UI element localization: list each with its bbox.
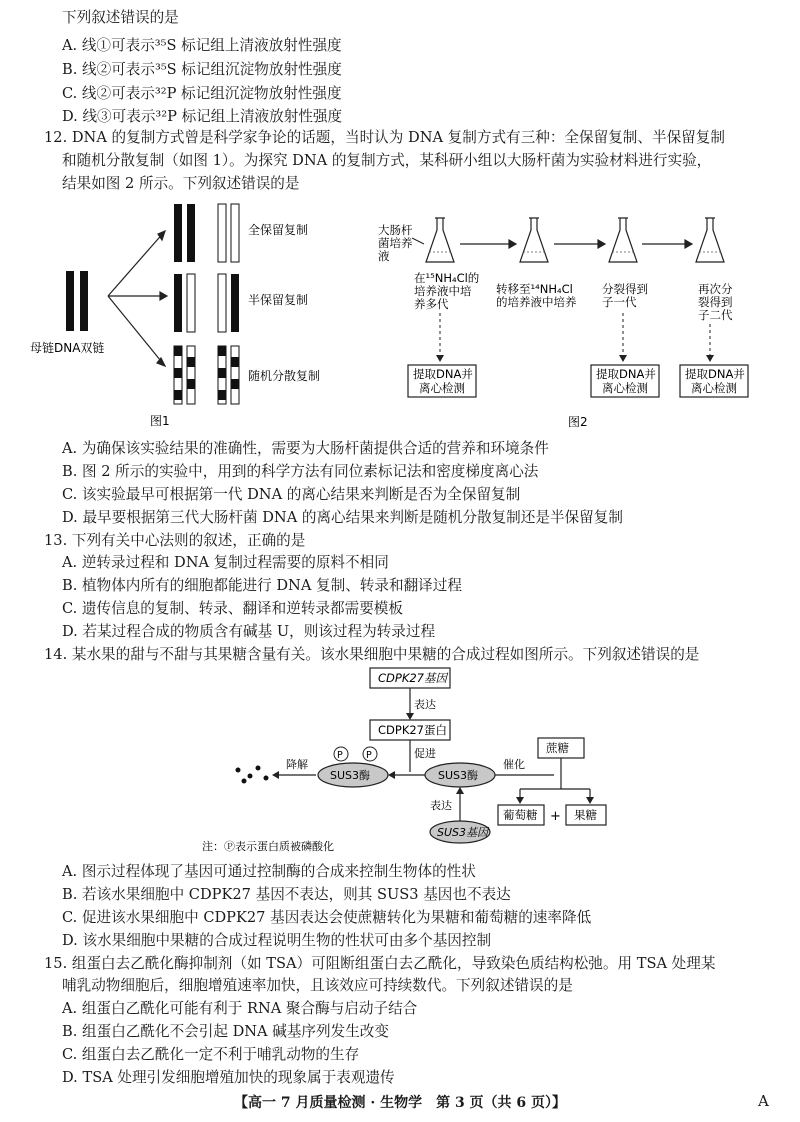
step4-line3: 子二代 bbox=[698, 308, 733, 322]
q13-option-a: A. 逆转录过程和 DNA 复制过程需要的原料不相同 bbox=[62, 554, 389, 571]
step4-line1: 再次分 bbox=[698, 282, 733, 296]
q14-option-b: B. 若该水果细胞中 CDPK27 基因不表达，则其 SUS3 基因也不表达 bbox=[62, 886, 511, 903]
branch-arrows bbox=[108, 231, 167, 366]
q13-option-d: D. 若某过程合成的物质含有碱基 U，则该过程为转录过程 bbox=[62, 623, 436, 640]
parent-dna-label: 母链DNA双链 bbox=[30, 341, 105, 355]
express-label-1: 表达 bbox=[414, 698, 436, 711]
conservative-strands bbox=[174, 204, 239, 262]
phosphorylation-note: 注：Ⓟ表示蛋白质被磷酸化 bbox=[202, 840, 334, 853]
express-label-2: 表达 bbox=[430, 799, 452, 812]
plus-sign: + bbox=[550, 809, 561, 824]
sus3-enzyme-label: SUS3酶 bbox=[438, 769, 479, 782]
phos-mark-1: P bbox=[337, 750, 343, 761]
prev-question-stem: 下列叙述错误的是 bbox=[62, 9, 179, 26]
q12-option-d: D. 最早要根据第三代大肠杆菌 DNA 的离心结果来判断是随机分散复制还是半保留复制 bbox=[62, 509, 623, 526]
step2-line1: 转移至¹⁴NH₄Cl bbox=[496, 282, 573, 296]
q15-stem-line-1: 15. 组蛋白去乙酰化酶抑制剂（如 TSA）可阻断组蛋白去乙酰化，导致染色质结构松弛。用 TSA 处理某 bbox=[44, 955, 716, 972]
flasks bbox=[426, 218, 724, 262]
step3-line2: 子一代 bbox=[602, 295, 637, 309]
figure-1-caption: 图1 bbox=[150, 414, 170, 428]
step1-line2: 培养液中培 bbox=[414, 284, 472, 298]
q14-option-a: A. 图示过程体现了基因可通过控制酶的合成来控制生物体的性状 bbox=[62, 863, 476, 880]
step2-line2: 的培养液中培养 bbox=[496, 295, 577, 309]
q14-option-c: C. 促进该水果细胞中 CDPK27 基因表达会使蔗糖转化为果糖和葡萄糖的速率降低 bbox=[62, 909, 592, 926]
prev-option-d: D. 线③可表示³²P 标记组上清液放射性强度 bbox=[62, 108, 343, 125]
figure-2-caption: 图2 bbox=[568, 415, 588, 429]
sus3-gene: SUS3基因 bbox=[437, 826, 489, 839]
q15-stem-line-2: 哺乳动物细胞后，细胞增殖速率加快，且该效应可持续数代。下列叙述错误的是 bbox=[62, 977, 573, 994]
box1-line1: 提取DNA并 bbox=[413, 367, 473, 381]
q12-option-a: A. 为确保该实验结果的准确性，需要为大肠杆菌提供合适的营养和环境条件 bbox=[62, 440, 549, 457]
parent-dna-strands bbox=[66, 271, 88, 331]
q12-option-c: C. 该实验最早可根据第一代 DNA 的离心结果来判断是否为全保留复制 bbox=[62, 486, 521, 503]
q13-stem: 13. 下列有关中心法则的叙述，正确的是 bbox=[44, 532, 306, 549]
source-label-3: 液 bbox=[378, 249, 390, 263]
conservative-label: 全保留复制 bbox=[248, 223, 309, 237]
fructose-box: 果糖 bbox=[574, 808, 597, 822]
paper-version: A bbox=[758, 1092, 769, 1110]
dashed-arrows bbox=[440, 313, 710, 358]
step3-line1: 分裂得到 bbox=[602, 282, 648, 296]
q15-option-a: A. 组蛋白乙酰化可能有利于 RNA 聚合酶与启动子结合 bbox=[62, 1000, 418, 1017]
q15-option-c: C. 组蛋白去乙酰化一定不利于哺乳动物的生存 bbox=[62, 1046, 360, 1063]
box2-line1: 提取DNA并 bbox=[596, 367, 656, 381]
step4-line2: 裂得到 bbox=[698, 295, 733, 309]
prev-option-c: C. 线②可表示³²P 标记组沉淀物放射性强度 bbox=[62, 85, 342, 102]
source-label-2: 菌培养 bbox=[378, 236, 413, 250]
box3-line2: 离心检测 bbox=[691, 381, 737, 395]
box1-line2: 离心检测 bbox=[419, 381, 465, 395]
q14-diagram bbox=[198, 664, 638, 860]
cdpk27-protein: CDPK27蛋白 bbox=[378, 723, 447, 737]
step1-line1: 在¹⁵NH₄Cl的 bbox=[414, 271, 480, 285]
q14-stem: 14. 某水果的甜与不甜与其果糖含量有关。该水果细胞中果糖的合成过程如图所示。下列叙述错误的是 bbox=[44, 646, 700, 663]
phos-mark-2: P bbox=[366, 750, 372, 761]
page-footer: 【高一 7 月质量检测 · 生物学 第 3 页（共 6 页）】 bbox=[233, 1095, 567, 1111]
q13-option-b: B. 植物体内所有的细胞都能进行 DNA 复制、转录和翻译过程 bbox=[62, 577, 462, 594]
q14-option-d: D. 该水果细胞中果糖的合成过程说明生物的性状可由多个基因控制 bbox=[62, 932, 492, 949]
dispersive-strands bbox=[174, 346, 239, 404]
degraded-fragments bbox=[236, 766, 269, 784]
promote-label: 促进 bbox=[414, 747, 436, 760]
process-arrows bbox=[460, 240, 692, 248]
prev-option-b: B. 线②可表示³⁵S 标记组沉淀物放射性强度 bbox=[62, 61, 342, 78]
q12-stem-line-3: 结果如图 2 所示。下列叙述错误的是 bbox=[62, 175, 300, 192]
sus3-phos-label: SUS3酶 bbox=[330, 769, 371, 782]
q15-option-b: B. 组蛋白乙酰化不会引起 DNA 碱基序列发生改变 bbox=[62, 1023, 389, 1040]
dispersive-label: 随机分散复制 bbox=[248, 369, 321, 383]
cdpk27-gene: CDPK27基因 bbox=[378, 671, 447, 685]
box3-line1: 提取DNA并 bbox=[685, 367, 745, 381]
q12-figure-1 bbox=[30, 196, 370, 431]
step1-line3: 养多代 bbox=[414, 297, 449, 311]
q13-option-c: C. 遗传信息的复制、转录、翻译和逆转录都需要模板 bbox=[62, 600, 403, 617]
glucose-box: 葡萄糖 bbox=[503, 808, 538, 822]
q12-stem-line-2: 和随机分散复制（如图 1）。为探究 DNA 的复制方式，某科研小组以大肠杆菌为实验材料进行实验， bbox=[62, 152, 712, 169]
q15-option-d: D. TSA 处理引发细胞增殖加快的现象属于表观遗传 bbox=[62, 1069, 395, 1086]
q12-stem-line-1: 12. DNA 的复制方式曾是科学家争论的话题，当时认为 DNA 复制方式有三种：全保留复制、半保留复制 bbox=[44, 129, 725, 146]
source-label-1: 大肠杆 bbox=[378, 223, 413, 237]
catalyze-label: 催化 bbox=[503, 758, 525, 771]
q12-figure-2 bbox=[378, 200, 778, 432]
semi-conservative-label: 半保留复制 bbox=[248, 293, 309, 307]
sucrose-box: 蔗糖 bbox=[546, 741, 569, 755]
box2-line2: 离心检测 bbox=[602, 381, 648, 395]
semi-conservative-strands bbox=[174, 274, 239, 332]
q12-option-b: B. 图 2 所示的实验中，用到的科学方法有同位素标记法和密度梯度离心法 bbox=[62, 463, 539, 480]
prev-option-a: A. 线①可表示³⁵S 标记组上清液放射性强度 bbox=[62, 37, 342, 54]
degrade-label: 降解 bbox=[286, 758, 308, 771]
